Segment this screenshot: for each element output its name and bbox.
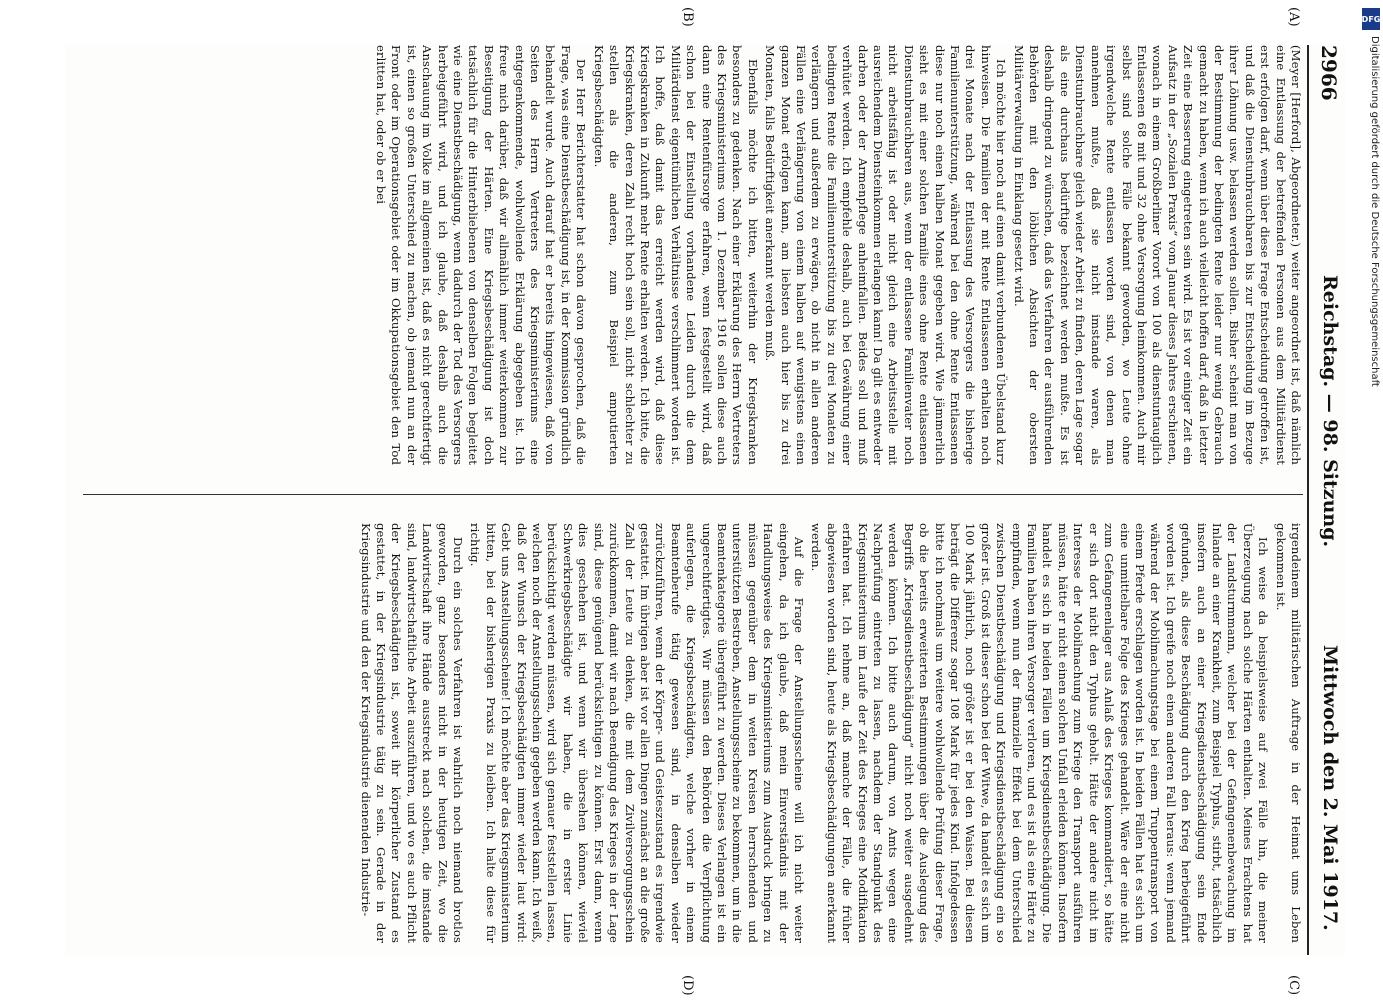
margin-marker-a: (A) <box>1286 7 1301 27</box>
paragraph: Durch ein solches Verfahren ist wahrlich noch niemand brotlos geworden, ganz besonders nicht in der heutigen Zeit, wo die Landwirtschaft ihre Hände ausstreckt nach solchen, die imstande sind, landwirtschaftliche Arbeit auszuführen, und wo es auch Pflicht der Kriegsbeschädigten ist, soweit ihr körperlicher Zustand es gestattet, in der Kriegsindustrie tätig zu sein. Gerade in der Kriegsindustrie und den der Kriegsindustrie dienenden Industrie- <box>358 523 466 943</box>
session-date: Mittwoch den 2. Mai 1917. <box>1319 645 1341 931</box>
column-divider <box>83 494 1303 495</box>
paragraph: Ebenfalls möchte ich bitten, weiterhin der Kriegskranken besonders zu gedenken. Nach einer Erklärung des Herrn Vertreters des Kriegsministeriums vom 1. Dezember 1916 sollen diese auch dann eine Rentenfürsorge erfahren, wenn festgestellt wird, daß schon bei der Einstellung vorhandene Leiden durch die dem Militärdienst eigentümlichen Verhältnisse verschlimmert worden ist. Ich hoffe, daß damit das erreicht werden wird, daß diese Kriegskranken in Zukunft mehr Rente erhalten werden. Ich bitte, die Kriegskranken, deren Zahl recht hoch sein soll, nicht schlechter zu stellen als die anderen, zum Beispiel amputierten Kriegsbeschädigten. <box>591 45 760 465</box>
paragraph: (Meyer [Herford], Abgeordneter.) weiter angeordnet ist, daß nämlich eine Entlassung der betreffenden Personen aus dem Militärdienst erst erfolgen darf, wenn über diese Frage Entscheidung getroffen ist, und daß die Dienstunbrauchbaren bis zur Entscheidung im Bezuge ihrer Löhnung usw. belassen werden sollen. Bisher scheint man von der Bestimmung der bedingten Rente leider nur wenig Gebrauch gemacht zu haben, wenn ich auch vielleicht hoffen darf, daß in letzter Zeit eine Besserung eingetreten sein wird. Es ist vor einiger Zeit ein Aufsatz in der „Sozialen Praxis“ vom Januar dieses Jahres erschienen, wonach in einem Großberliner Vorort von 100 als dienstuntauglich Entlassenen 68 mit und 32 ohne Versorgung heimkommen. Auch mir selbst sind solche Fälle bekannt geworden, wo Leute ohne irgendwelche Rente entlassen worden sind, von denen man annehmen mußte, daß sie nicht imstande waren, als Dienstunbrauchbare gleich wieder Arbeit zu finden, deren Lage sogar als eine durchaus bedürftige bezeichnet werden mußte. Es ist deshalb dringend zu wünschen, daß das Verfahren der ausführenden Behörden mit den löblichen Absichten der obersten Militärverwaltung in Einklang gesetzt wird. <box>1011 45 1303 465</box>
margin-marker-d: (D) <box>680 975 695 996</box>
rotated-newspaper-page <box>65 7 1345 996</box>
margin-marker-b: (B) <box>680 7 695 27</box>
page-header <box>1311 45 1345 955</box>
paragraph: Ich möchte hier noch auf einen damit verbundenen Übelstand kurz hinweisen. Die Familien der mit Rente Entlassenen erhalten noch drei Monate nach der Entlassung des Versorgers die bisherige Familienunterstützung, während bei den ohne Rente Entlassenen diese nur noch einen halben Monat gegeben wird. Wie jämmerlich sieht es mit einer solchen Familie eines ohne Rente entlassenen Dienstunbrauchbaren aus, wenn der entlassene Familienvater noch nicht arbeitsfähig ist oder nicht gleich eine Arbeitsstelle mit ausreichendem Diensteinkommen erlangen kann! Da gilt es entweder darben oder der Armenpflege anheimfallen. Beides soll und muß verhütet werden. Ich empfehle deshalb, auch bei Gewährung einer bedingten Rente die Familienunterstützung bis zu drei Monaten zu verlängern und außerdem zu erwägen, ob nicht in allen anderen Fällen eine Verlängerung von einem halben auf wenigstens einen ganzen Monat erfolgen kann, am liebsten auch hier bis zu drei Monaten, falls Bedürftigkeit anerkannt werden muß. <box>763 45 1009 465</box>
page-number: 2966 <box>1317 45 1341 101</box>
header-rule <box>1307 45 1309 955</box>
paragraph: Der Herr Berichterstatter hat schon davon gesprochen, daß die Frage, was eine Dienstbeschädigung ist, in der Kommission gründlich behandelt wurde. Auch darauf hat er bereits hingewiesen, daß von Seiten des Herrn Vertreters des Kriegsministeriums eine entgegenkommende, wohlwollende Erklärung abgegeben ist. Ich freue mich darüber, daß wir allmählich immer weiterkommen zur Beseitigung der Härten. Eine Kriegsbeschädigung ist doch tatsächlich für die Hinterbliebenen von denselben Folgen begleitet wie eine Dienstbeschädigung, wenn dadurch der Tod des Versorgers herbeigeführt wird, und ich glaube, daß deshalb auch die Anschauung im Volke im allgemeinen ist, daß es nicht gerechtfertigt ist, einen so großen Unterschied zu machen, ob jemand nun an der Front oder im Operationsgebiet oder im Okkupationsgebiet den Tod erlitten hat, oder ob er bei <box>374 45 589 465</box>
paragraph: irgendeinem militärischen Auftrage in der Heimat ums Leben gekommen ist. <box>1273 523 1303 943</box>
dfg-logo: DFG <box>1362 8 1380 30</box>
margin-marker-c: (C) <box>1286 975 1301 996</box>
digitization-attribution: Digitalisierung gefördert durch die Deutsche Forschungsgemeinschaft <box>1369 36 1380 387</box>
right-text-column <box>73 523 1303 943</box>
paragraph: Auf die Frage der Anstellungsscheine will ich nicht weiter eingehen, da ich glaube, daß mein Einverständnis mit der Handlungsweise des Kriegsministeriums zum Ausdruck bringen zu müssen gegenüber dem in weiten Kreisen herrschenden und unterstützten Bestreben, Anstellungsscheine zu bekommen, um in die Beamtenkategorie übergeführt zu werden. Dieses Verlangen ist ein ungerechtfertigtes. Wir müssen den Behörden die Verpflichtung auferlegen, die Kriegsbeschädigten, welche vorher in einem Beamtenberufe tätig gewesen sind, in denselben wieder zurückzuführen, wenn der Körper- und Geisteszustand es irgendwie gestattet. Im übrigen aber ist vor allen Dingen zunächst an die große Zahl der Leute zu denken, die mit dem Zivilversorgungsschein zurückkommen, damit wir nach Beendigung des Krieges in der Lage sind, diese genügend berücksichtigen zu können. Erst dann, wenn dies geschehen ist, und wenn wir übersehen können, wieviel Schwerkriegsbeschädigte wir haben, die in erster Linie berücksichtigt werden müssen, wird sich genauer feststellen lassen, welchen noch der Anstellungsschein gegeben werden kann. Ich weiß, daß der Wunsch der Kriegsbeschädigten immer wieder laut wird: Gebt uns Anstellungsscheine! Ich möchte aber das Kriegsministerium bitten, bei der bisherigen Praxis zu bleiben. Ich halte diese für richtig. <box>468 523 806 943</box>
paragraph: Ich weise da beispielsweise auf zwei Fälle hin, die meiner Überzeugung nach solche Härten enthalten. Meines Erachtens hat der Landsturmmann, welcher bei der Gefangenenbewachung im Inlande an einer Krankheit, zum Beispiel Typhus, stirbt, tatsächlich insofern auch an einer Kriegsdienstbeschädigung sein Ende gefunden, als diese Beschädigung durch den Krieg herbeigeführt worden ist. Ich greife noch einen anderen Fall heraus: wenn jemand während der Mobilmachungstage bei einem Truppentransport von einem Pferde erschlagen worden ist. In beiden Fällen hat es sich um eine unmittelbare Folge des Krieges gehandelt. Wäre der eine nicht zum Gefangenenlager aus Anlaß des Krieges kommandiert, so hätte er sich dort nicht den Typhus geholt. Hätte der andere nicht im Interesse der Mobilmachung zum Kriege den Transport ausführen müssen, hätte er nicht einen solchen Unfall erleiden können. Insofern handelt es sich in beiden Fällen um Kriegsdienstbeschädigung. Die Familien haben ihren Versorger verloren, und es ist als eine Härte zu empfinden, wenn nun der finanzielle Effekt bei dem Unterschied zwischen Dienstbeschädigung und Kriegsdienstbeschädigung ein so großer ist. Groß ist dieser schon bei der Witwe, da handelt es sich um 100 Mark jährlich, noch größer ist er bei den Waisen. Bei diesen beträgt die Differenz sogar 108 Mark für jedes Kind. Infolgedessen bitte ich nochmals um weitere wohlwollende Prüfung dieser Frage, ob die bereits erweiterten Bestimmungen über die Auslegung des Begriffs „Kriegsdienstbeschädigung“ nicht noch weiter ausgedehnt werden können. Ich bitte auch darum, von Amts wegen eine Nachprüfung eintreten zu lassen, nachdem der Standpunkt des Kriegsministeriums im Laufe der Zeit des Krieges eine Modifikation erfahren hat. Ich nehme an, daß manche der Fälle, die früher abgewiesen worden sind, heute als Kriegsbeschädigungen anerkannt werden. <box>809 523 1271 943</box>
left-text-column <box>73 45 1303 465</box>
session-title: Reichstag. — 98. Sitzung. <box>1319 275 1341 548</box>
